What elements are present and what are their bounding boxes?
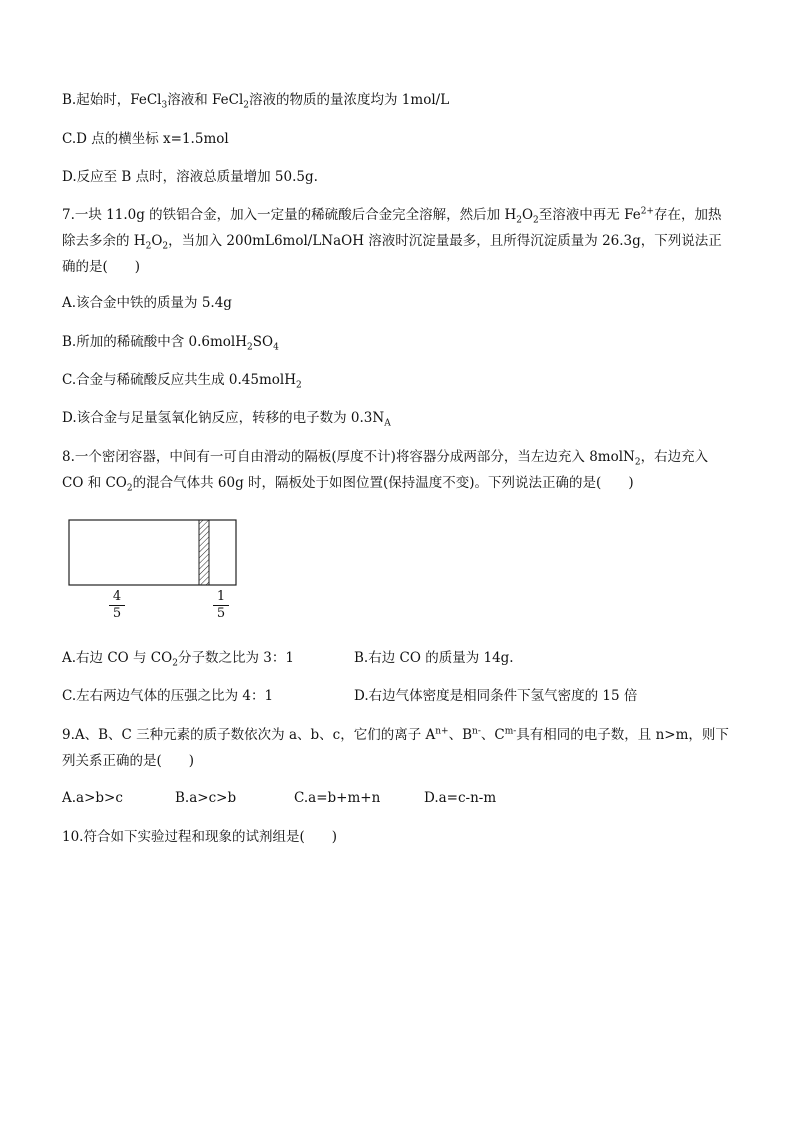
- left-fraction: $\frac{4}{5}$: [109, 590, 125, 621]
- sliding-partition: [199, 520, 209, 585]
- q7-option-b: B.所加的稀硫酸中含 $0.6molH_2SO_4$: [62, 334, 279, 353]
- q6-option-c: C.D 点的横坐标 x=1.5mol: [62, 131, 229, 147]
- q8-option-b: B.右边 CO 的质量为 14g.: [354, 650, 514, 666]
- right-fraction: $\frac{1}{5}$: [213, 590, 229, 621]
- q8-stem: 8.一个密闭容器，中间有一可自由滑动的隔板(厚度不计)将容器分成两部分，当左边充入 8molN$_2$，右边充入 CO 和 $CO_2$的混合气体共 60g 时，隔板处于如图位置(保持温度不变)。下列说法正确的是( ): [62, 449, 709, 494]
- q9-option-b: B.a>c>b: [175, 790, 237, 806]
- q8-option-d: D.右边气体密度是相同条件下氢气密度的 15 倍: [354, 688, 638, 704]
- container-outline: [69, 520, 236, 585]
- q8-option-c: C.左右两边气体的压强之比为 4：1: [62, 688, 274, 704]
- q9-option-c: C.a=b+m+n: [294, 790, 381, 806]
- q7-option-a: A.该合金中铁的质量为 5.4g: [62, 295, 232, 311]
- q9-option-a: A.a>b>c: [62, 790, 123, 806]
- q7-option-c: C.合金与稀硫酸反应共生成 0.45molH$_2$: [62, 372, 302, 391]
- q8-option-a: A.右边 CO 与 $CO_2$分子数之比为 3：1: [62, 650, 294, 669]
- container-figure: [68, 519, 240, 619]
- q9-option-d: D.a=c-n-m: [424, 790, 497, 806]
- container-diagram: [68, 519, 240, 589]
- q10-stem: 10.符合如下实验过程和现象的试剂组是( ): [62, 829, 338, 845]
- q6-option-d: D.反应至 B 点时，溶液总质量增加 50.5g.: [62, 169, 318, 185]
- q7-stem: 7.一块 11.0g 的铁铝合金，加入一定量的稀硫酸后合金完全溶解，然后加 $H_2O_2$至溶液中再无 $Fe^{2+}$存在，加热除去多余的 $H_2O_2$，当加入 200mL6mol/LNaOH 溶液时沉淀量最多，且所得沉淀质量为 26.3g，下列说法正确的是( ): [62, 206, 722, 275]
- q9-stem: 9.A、B、C 三种元素的质子数依次为 a、b、c，它们的离子 $A^{n+}$、$B^{n-}$、$C^{m-}$具有相同的电子数，且 n>m，则下列关系正确的是( ): [62, 726, 729, 769]
- q6-option-b: B.起始时，FeCl$_3$溶液和 FeCl$_2$溶液的物质的量浓度均为 1mol/L: [62, 92, 450, 111]
- q7-option-d: D.该合金与足量氢氧化钠反应，转移的电子数为 $0.3N_A$: [62, 410, 391, 429]
